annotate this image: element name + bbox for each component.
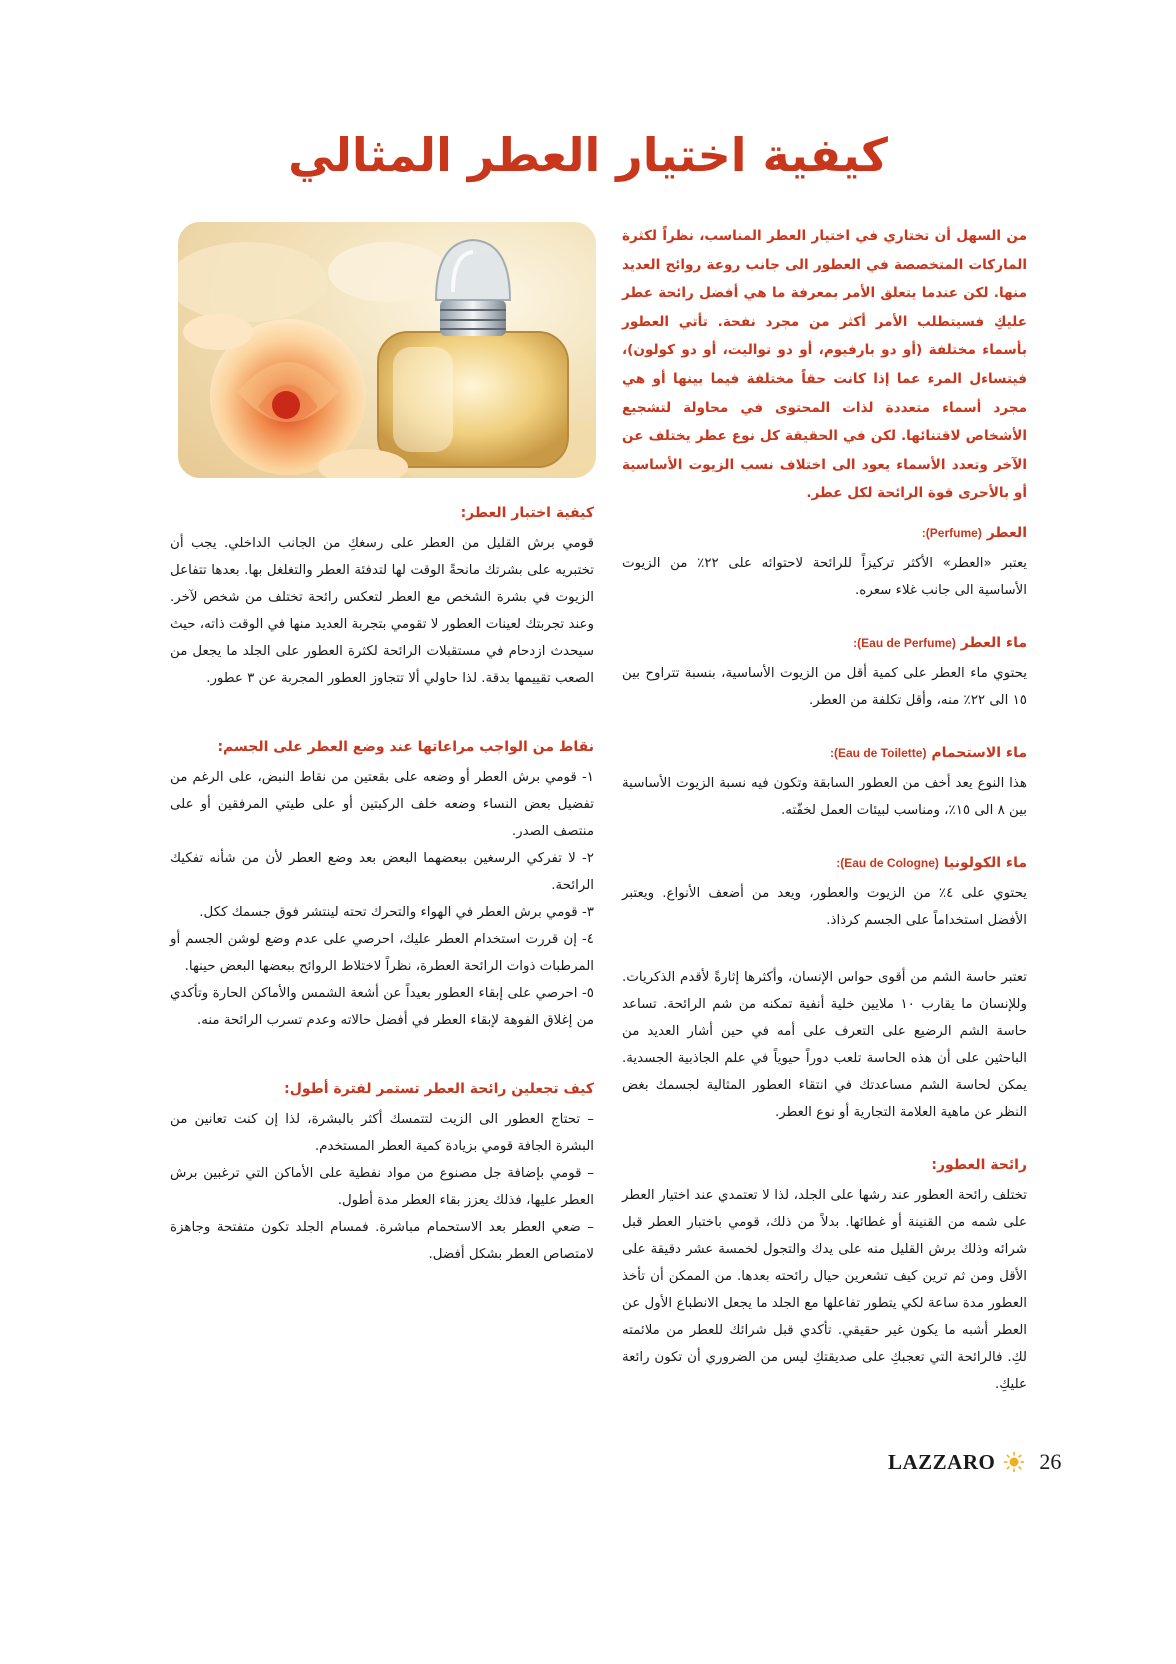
heading-arabic: ماء الاستحمام	[931, 744, 1027, 761]
page-footer	[888, 1442, 1061, 1482]
list-item: ٥- احرصي على إبقاء العطور بعيداً عن أشعة الشمس والأماكن الحارة وتأكدي من إغلاق الفوهة لإبقاء العطر في أفضل حالاته وعدم تسرب الرائحة منه.	[170, 986, 594, 1028]
heading-english: (Eau de Toilette):	[830, 745, 927, 760]
intro-paragraph: من السهل أن تختاري في اختيار العطر المناسب، نظراً لكثرة الماركات المتخصصة في العطور الى جانب روعة روائح العديد منها. لكن عندما يتعلق الأمر بمعرفة ما هي أفضل رائحة عطر عليكِ فسيتطلب الأمر أكثر من مجرد نفحة. تأتي العطور بأسماء مختلفة (أو دو بارفيوم، أو دو تواليت، أو دو كولون)، فيتساءل المرء عما إذا كانت حقاً مختلفة فيما بينها أو هي مجرد أسماء متعددة لذات المحتوى في محاولة لتشجيع الأشخاص لاقتنائها. لكن في الحقيقة كل نوع عطر يختلف عن الآخر وتعدد الأسماء يعود الى اختلاف نسب الزيوت الأساسية أو بالأحرى قوة الرائحة لكل عطر.	[622, 228, 1027, 502]
heading-english: (Eau de Perfume):	[853, 635, 956, 650]
eau-de-toilette-text: هذا النوع يعد أخف من العطور السابقة وتكون فيه نسبة الزيوت الأساسية بين ٨ الى ١٥٪، ومناسب لبيئات العمل لخفّته.	[622, 775, 1027, 818]
choose-paragraph: قومي برش القليل من العطر على رسغكِ من الجانب الداخلي. يجب أن تختبريه على بشرتك مانحةً الوقت لها لتدفئة العطر والتغلغل بها. بعدها تتفاعل الزيوت في بشرة الشخص مع العطر لتعكس رائحة تختلف من شخص لآخر. وعند تجربتك لعينات العطور لا تقومي بتجربة العديد منها في الوقت ذاته، حيث سيحدث ازدحام في مستقبلات الرائحة لكثرة العطور على الجلد ما يجعل من الصعب تقييمها بدقة. لذا حاولي ألا تتجاوز العطور المجربة عن ٣ عطور.	[170, 536, 594, 686]
heading-arabic: ماء العطر	[960, 634, 1027, 651]
eau-de-cologne-text: يحتوي على ٤٪ من الزيوت والعطور، ويعد من أضعف الأنواع. ويعتبر الأفضل استخداماً على الجسم كرذاذ.	[622, 885, 1027, 928]
section-heading-eau-de-cologne	[622, 852, 1027, 874]
page-number: 26	[1039, 1449, 1062, 1474]
section-heading-points: نقاط من الواجب مراعاتها عند وضع العطر على الجسم:	[217, 739, 594, 755]
left-column	[170, 502, 594, 1268]
section-heading-eau-de-perfume	[622, 632, 1027, 654]
list-item: ١- قومي برش العطر أو وضعه على بقعتين من نقاط النبض، على الرغم من تفضيل بعض النساء وضعه خلف الركبتين أو على طيتي المرفقين أو على منتصف الصدر.	[170, 770, 594, 839]
list-item: – ضعي العطر بعد الاستحمام مباشرة. فمسام الجلد تكون متفتحة وجاهزة لامتصاص العطر بشكل أفضل.	[170, 1220, 594, 1262]
right-column	[622, 222, 1027, 1398]
perfume-photo	[178, 222, 596, 478]
list-item: – تحتاج العطور الى الزيت لتتمسك أكثر بالبشرة، لذا إن كنت تعانين من البشرة الجافة قومي بزيادة كمية العطر المستخدم.	[170, 1112, 594, 1154]
brand-name: LAZZARO	[888, 1449, 996, 1474]
perfume-bottle-rose-illustration	[178, 222, 596, 478]
eau-de-perfume-text: يحتوي ماء العطر على كمية أقل من الزيوت الأساسية، بنسبة تتراوح بين ١٥ الى ٢٢٪ منه، وأقل تكلفة من العطر.	[622, 665, 1027, 708]
list-item: ٤- إن قررت استخدام العطر عليك، احرصي على عدم وضع لوشن الجسم أو المرطبات ذوات الرائحة العطرة، نظراً لاختلاط الروائح ببعضها البعض حينها.	[170, 932, 594, 974]
section-heading-choose: كيفية اختبار العطر:	[460, 505, 594, 521]
list-item: – قومي بإضافة جل مصنوع من مواد نفطية على الأماكن التي ترغبين برش العطر عليها، فذلك يعزز بقاء العطر مدة أطول.	[170, 1166, 594, 1208]
heading-english: (Perfume):	[921, 525, 982, 540]
smell-paragraph: تعتبر حاسة الشم من أقوى حواس الإنسان، وأكثرها إثارةً لأقدم الذكريات. وللإنسان ما يقارب ١٠ ملايين خلية أنفية تمكنه من شم الرائحة. تساعد حاسة الشم الرضيع على التعرف على أمه في حين أشار العديد من الباحثين على أن هذه الحاسة تلعب دوراً حيوياً في علم الجاذبية الجسدية. يمكن لحاسة الشم مساعدتك في انتقاء العطور المثالية لجسمك بغض النظر عن ماهية العلامة التجارية أو نوع العطر.	[622, 969, 1027, 1120]
heading-arabic: ماء الكولونيا	[943, 854, 1027, 871]
perfume-text: يعتبر «العطر» الأكثر تركيزاً للرائحة لاحتوائه على ٢٢٪ من الزيوت الأساسية الى جانب غلاء سعره.	[622, 555, 1027, 598]
list-item: ٢- لا تفركي الرسغين ببعضهما البعض بعد وضع العطر لأن من شأنه تفكيك الرائحة.	[170, 851, 594, 893]
list-item: ٣- قومي برش العطر في الهواء والتحرك تحته لينتشر فوق جسمك ككل.	[199, 905, 594, 920]
section-heading-longer: كيف تجعلين رائحة العطر تستمر لفترة أطول:	[284, 1081, 594, 1097]
page-title: كيفية اختيار العطر المثالي	[288, 128, 888, 182]
sun-icon	[1003, 1451, 1025, 1473]
section-heading-scent: رائحة العطور:	[931, 1156, 1027, 1173]
section-heading-eau-de-toilette	[622, 742, 1027, 764]
scent-paragraph: تختلف رائحة العطور عند رشها على الجلد، لذا لا تعتمدي عند اختيار العطر على شمه من القنينة أو غطائها. بدلاً من ذلك، قومي باختبار العطر قبل شرائه وذلك برش القليل منه على يدك والتجول لخمسة عشر دقيقة على الأقل ومن ثم ترين كيف تشعرين حيال رائحته بعدها. من الممكن أن تأخذ العطور مدة ساعة لكي يتطور تفاعلها مع الجلد ما يجعل الانطباع الأول عن العطر أشبه ما يكون غير حقيقي. تأكدي قبل شرائك للعطر من ملائمته لكِ. فالرائحة التي تعجبكِ على صديقتكِ ليس من الضروري أن تكون رائعة عليكِ.	[622, 1187, 1027, 1392]
heading-arabic: العطر	[986, 524, 1027, 541]
heading-english: (Eau de Cologne):	[836, 855, 939, 870]
section-heading-perfume	[622, 522, 1027, 544]
